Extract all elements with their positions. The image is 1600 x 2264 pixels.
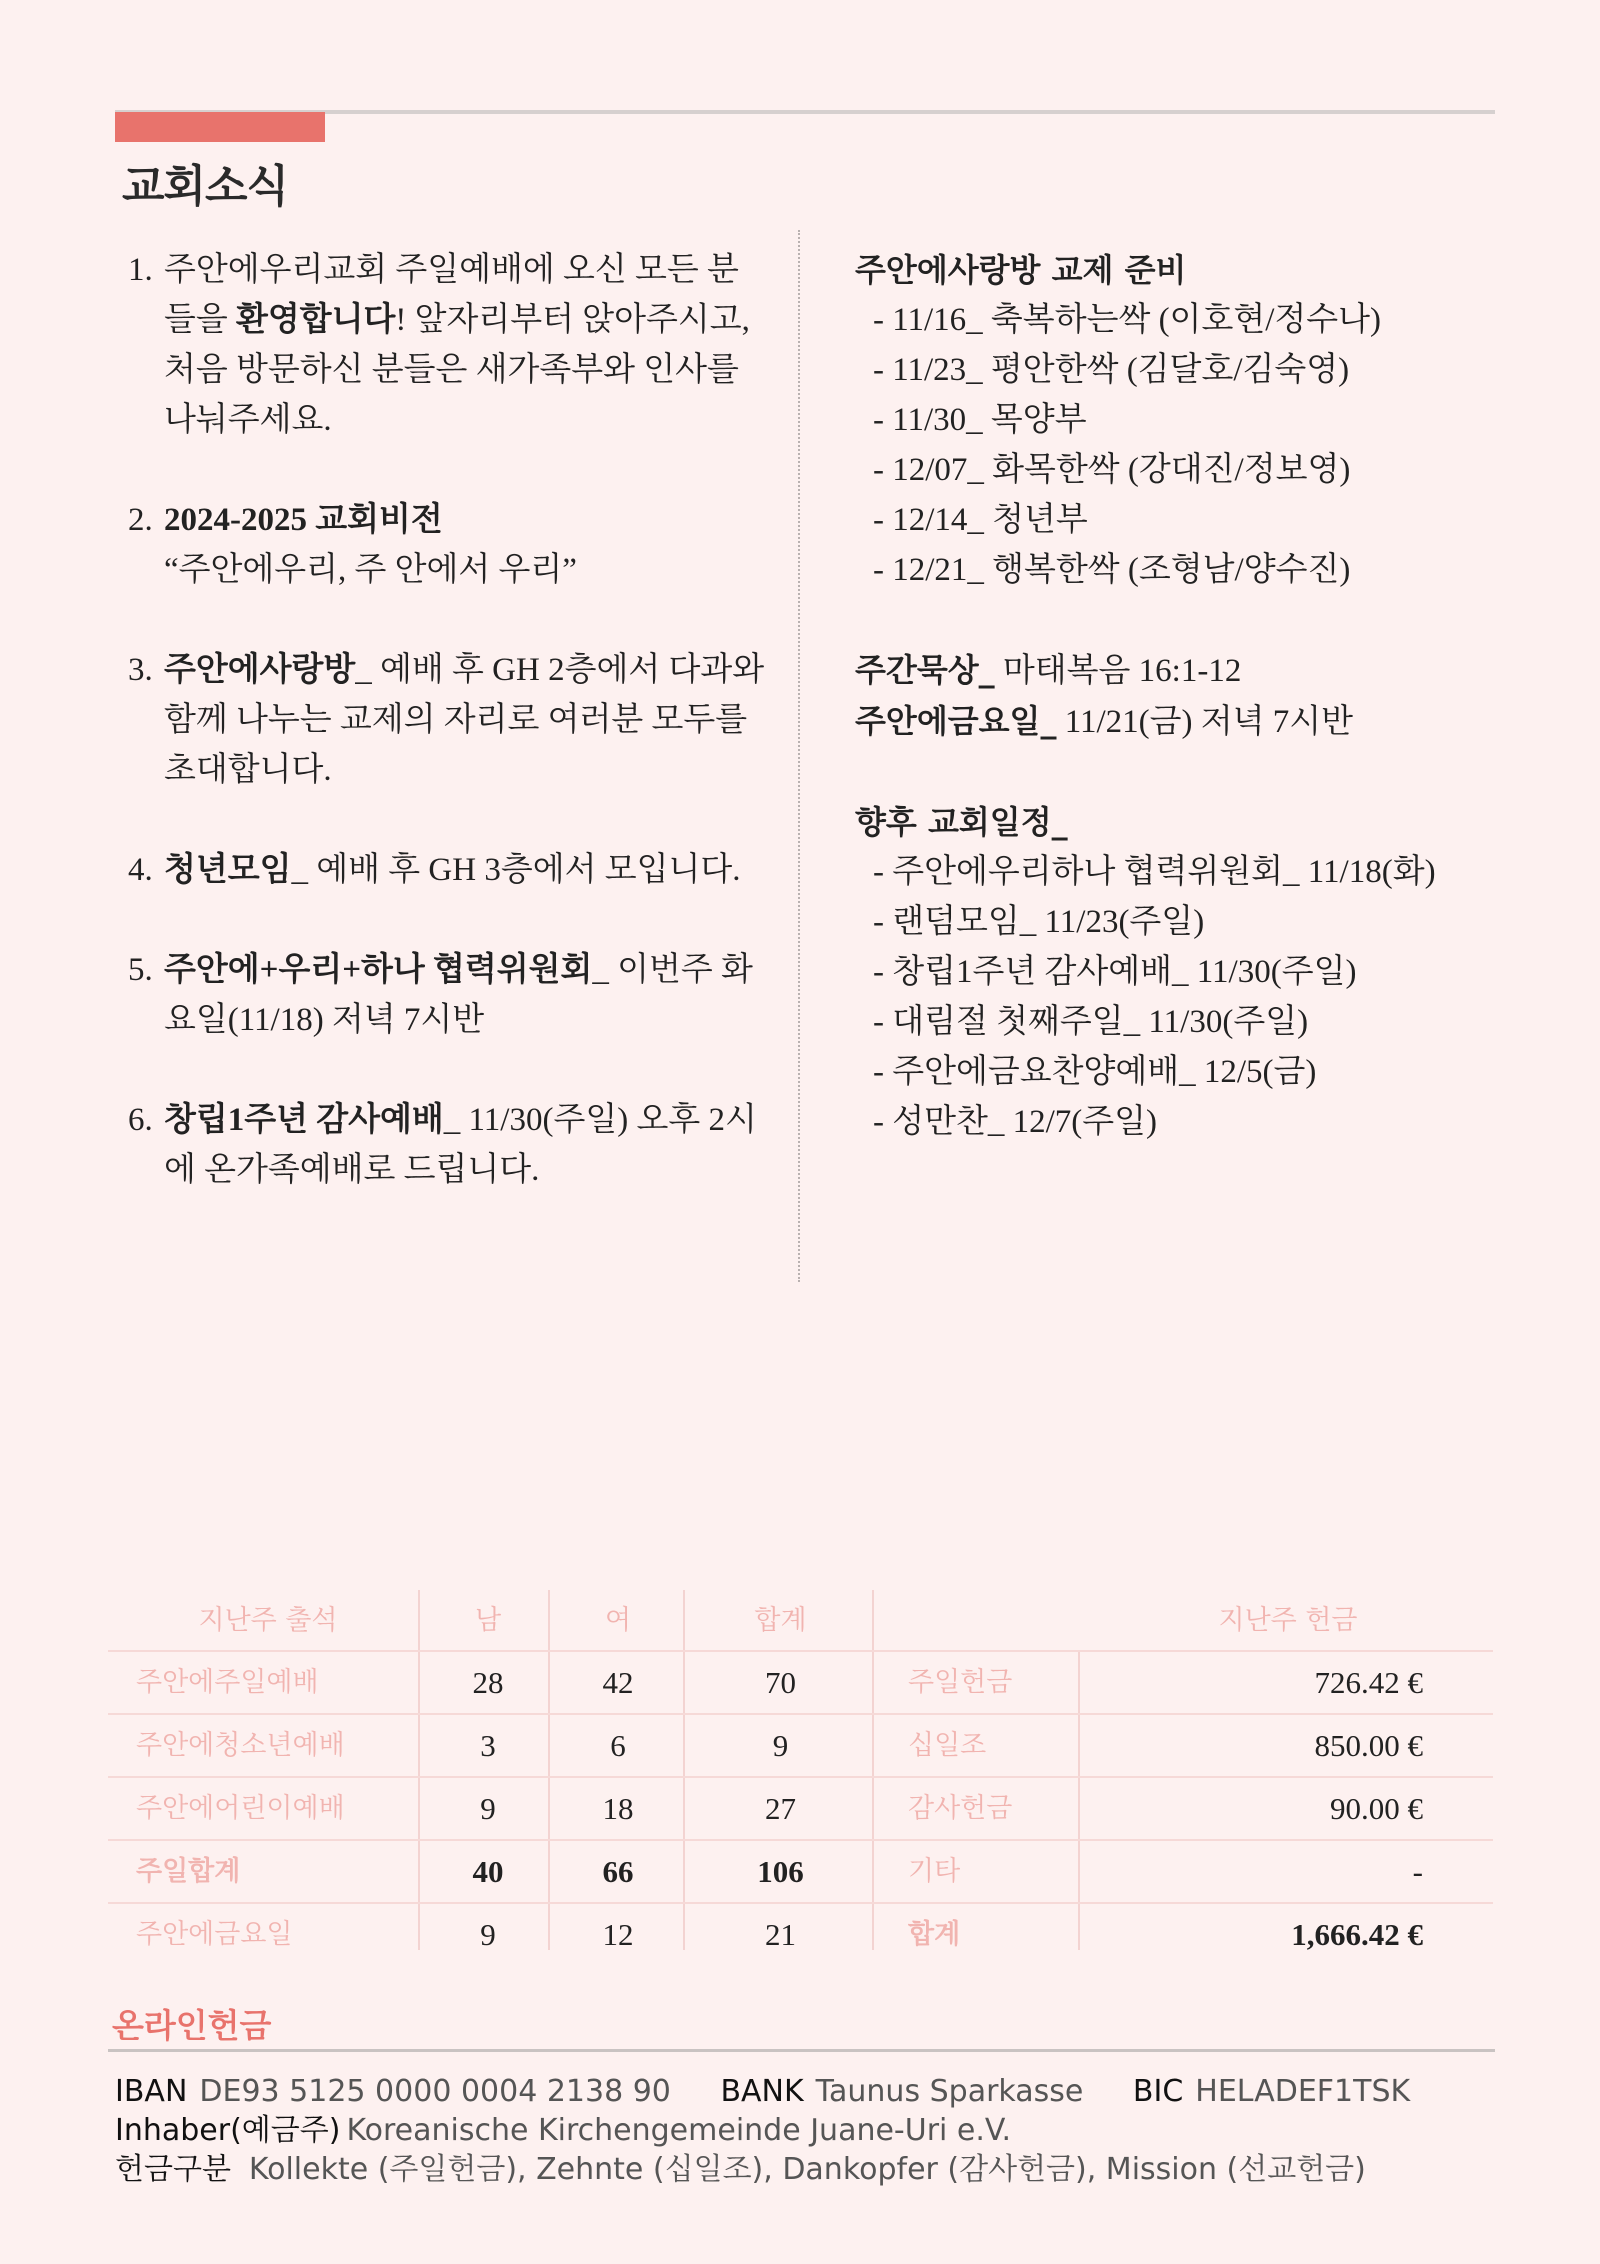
row-label: 주안에어린이예배 (136, 1793, 345, 1824)
offering-label: 합계 (908, 1919, 961, 1950)
bank-label: BANK (720, 2074, 804, 2109)
news-item-5 (128, 945, 768, 1045)
column-header: 여 (604, 1605, 632, 1636)
list-item: - 11/23_ 평안한싹 (김달호/김숙영) (873, 352, 1350, 388)
item-text: 창립1주년 감사예배_ 11/30(주일) 오후 2시에 온가족예배로 드립니다. (164, 1102, 757, 1188)
list-item: - 11/16_ 축복하는싹 (이호현/정수나) (873, 302, 1381, 338)
news-item-3 (128, 645, 768, 795)
weekly-block (855, 645, 1515, 747)
offering-label: 주일헌금 (908, 1667, 1013, 1698)
row-label: 주안에금요일 (136, 1919, 293, 1950)
holder-value: Koreanische Kirchengemeinde Juane-Uri e.V. (346, 2113, 1012, 2148)
offering-label: 십일조 (908, 1730, 987, 1761)
bank-value: Taunus Sparkasse (815, 2074, 1084, 2109)
total-count: 106 (757, 1854, 804, 1889)
stats-table (108, 1590, 1493, 1965)
column-header: 지난주 출석 (198, 1605, 338, 1636)
list-item: - 대림절 첫째주일_ 11/30(주일) (873, 1004, 1309, 1040)
list-item: - 주안에우리하나 협력위원회_ 11/18(화) (873, 854, 1436, 890)
column-header: 남 (474, 1605, 502, 1636)
item-text: 청년모임_ 예배 후 GH 3층에서 모입니다. (164, 852, 741, 888)
column-header: 합계 (754, 1605, 807, 1636)
female-count: 66 (602, 1854, 634, 1889)
iban-value: DE93 5125 0000 0004 2138 90 (199, 2074, 671, 2109)
news-item-4 (128, 845, 768, 895)
header-accent-bar (115, 112, 325, 142)
bic-value: HELADEF1TSK (1195, 2074, 1411, 2109)
male-count: 9 (480, 1917, 496, 1952)
item-number: 6. (128, 1102, 153, 1138)
online-giving-title: 온라인헌금 (112, 2006, 272, 2045)
table-row (108, 1841, 1493, 1904)
item-number: 3. (128, 652, 153, 688)
column-header: 지난주 헌금 (1218, 1605, 1358, 1636)
female-count: 12 (602, 1917, 634, 1952)
female-count: 6 (610, 1728, 626, 1763)
total-count: 21 (765, 1917, 796, 1952)
table-row (108, 1652, 1493, 1715)
type-label: 헌금구분 (115, 2152, 231, 2187)
list-item: - 랜덤모임_ 11/23(주일) (873, 904, 1205, 940)
table-header (108, 1590, 1493, 1652)
news-item-2 (128, 495, 768, 595)
male-count: 9 (480, 1791, 496, 1826)
item-text: 주안에사랑방_ 예배 후 GH 2층에서 다과와 함께 나누는 교제의 자리로 여러분 모두를 초대합니다. (164, 652, 765, 788)
item-number: 2. (128, 502, 153, 538)
offering-total-value: 1,666.42 € (1291, 1917, 1423, 1952)
bank-line-3 (115, 2150, 1410, 2189)
female-count: 18 (602, 1791, 634, 1826)
row-label: 주안에주일예배 (136, 1667, 319, 1698)
offering-value: - (1412, 1854, 1423, 1889)
row-label: 주안에청소년예배 (136, 1730, 345, 1761)
bank-info (115, 2072, 1410, 2189)
type-value: Kollekte (주일헌금), Zehnte (십일조), Dankopfer (감사헌금), Mission (선교헌금) (248, 2152, 1366, 2187)
holder-label: Inhaber(예금주) (115, 2113, 341, 2148)
offering-value: 850.00 € (1314, 1728, 1423, 1763)
schedule-column (855, 245, 1515, 1197)
bank-line-2 (115, 2111, 1410, 2150)
friday-line: 주안에금요일_ 11/21(금) 저녁 7시반 (855, 702, 1354, 740)
total-count: 27 (765, 1791, 796, 1826)
list-item: - 12/14_ 청년부 (873, 502, 1088, 538)
sarang-title: 주안에사랑방 교제 준비 (855, 251, 1187, 289)
schedule-block (855, 797, 1515, 1147)
list-item: - 창립1주년 감사예배_ 11/30(주일) (873, 954, 1357, 990)
sarang-block (855, 245, 1515, 595)
item-number: 1. (128, 252, 153, 288)
bank-line-1 (115, 2072, 1410, 2111)
item-number: 5. (128, 952, 153, 988)
news-list (128, 245, 768, 1245)
meditation-line: 주간묵상_ 마태복음 16:1-12 (855, 651, 1242, 689)
item-text: 주안에우리교회 주일예배에 오신 모든 분들을 환영합니다! 앞자리부터 앉아주시고, 처음 방문하신 분들은 새가족부와 인사를 나눠주세요. (164, 252, 750, 438)
column-divider (798, 230, 800, 1282)
male-count: 40 (472, 1854, 504, 1889)
item-number: 4. (128, 852, 153, 888)
offering-label: 기타 (908, 1856, 961, 1887)
list-item: - 11/30_ 목양부 (873, 402, 1087, 438)
offering-value: 726.42 € (1314, 1665, 1423, 1700)
list-item: - 주안에금요찬양예배_ 12/5(금) (873, 1054, 1317, 1090)
total-count: 70 (765, 1665, 796, 1700)
female-count: 42 (602, 1665, 634, 1700)
row-label: 주일합계 (136, 1856, 241, 1887)
news-item-6 (128, 1095, 768, 1195)
male-count: 3 (480, 1728, 496, 1763)
news-item-1 (128, 245, 768, 445)
list-item: - 성만찬_ 12/7(주일) (873, 1104, 1158, 1140)
offering-value: 90.00 € (1330, 1791, 1423, 1826)
iban-label: IBAN (115, 2074, 188, 2109)
schedule-title: 향후 교회일정_ (855, 803, 1068, 841)
item-text: 2024-2025 교회비전 “주안에우리, 주 안에서 우리” (164, 502, 577, 588)
page-title: 교회소식 (122, 161, 289, 212)
online-giving-rule (108, 2049, 1495, 2052)
list-item: - 12/07_ 화목한싹 (강대진/정보영) (873, 452, 1351, 488)
offering-label: 감사헌금 (908, 1793, 1013, 1824)
table-row (108, 1715, 1493, 1778)
total-count: 9 (772, 1728, 789, 1763)
table-row (108, 1778, 1493, 1841)
table-row (108, 1904, 1493, 1965)
item-text: 주안에+우리+하나 협력위원회_ 이번주 화요일(11/18) 저녁 7시반 (164, 952, 753, 1038)
male-count: 28 (472, 1665, 504, 1700)
list-item: - 12/21_ 행복한싹 (조형남/양수진) (873, 552, 1351, 588)
bic-label: BIC (1132, 2074, 1184, 2109)
